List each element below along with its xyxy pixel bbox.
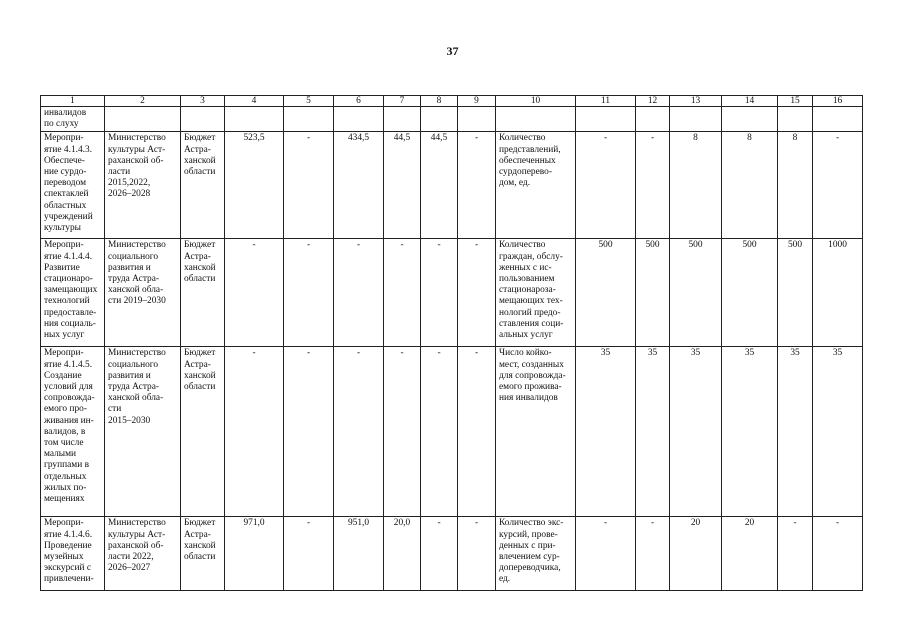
value-cell: - <box>813 517 863 591</box>
value-cell: - <box>778 517 813 591</box>
value-cell: 500 <box>576 239 636 347</box>
indicator-cell: Количество экс- курсий, прове- денных с при- влечением сур- допереводчика, ед. <box>496 517 576 591</box>
value-cell: - <box>421 347 458 517</box>
table-row <box>41 517 863 591</box>
measures-table <box>40 95 863 591</box>
indicator-cell: Количество представлений, обеспеченных сурдоперево- дом, ед. <box>496 132 576 239</box>
value-cell: 35 <box>778 347 813 517</box>
value-cell: 35 <box>722 347 778 517</box>
value-cell: 35 <box>576 347 636 517</box>
value-cell: 35 <box>636 347 670 517</box>
table-row <box>41 132 863 239</box>
table-row <box>41 239 863 347</box>
funding-source-cell: Бюджет Астра- ханской области <box>181 132 225 239</box>
event-name-cell: Меропри- ятие 4.1.4.3. Обеспече- ние сурдо- переводом спектаклей областных учреждений культуры <box>41 132 105 239</box>
value-cell: - <box>576 132 636 239</box>
value-cell: 500 <box>722 239 778 347</box>
value-cell: 523,5 <box>225 132 284 239</box>
column-number: 10 <box>496 96 576 107</box>
value-cell: 8 <box>722 132 778 239</box>
executor-cell: Министерство культуры Аст- раханской об- ласти 2022, 2026–2027 <box>105 517 181 591</box>
executor-cell: Министерство социального развития и труда Астра- ханской обла- сти 2015–2030 <box>105 347 181 517</box>
event-name-cell: Меропри- ятие 4.1.4.5. Создание условий для сопровожда- емого про- живания ин- валидов, в том числе малыми группами в отдельных жилых по- мещениях <box>41 347 105 517</box>
value-cell: 8 <box>670 132 722 239</box>
event-name-cell: Меропри- ятие 4.1.4.6. Проведение музейных экскурсий с привлечени- <box>41 517 105 591</box>
value-cell: - <box>421 517 458 591</box>
value-cell: 500 <box>778 239 813 347</box>
event-name-cell: Меропри- ятие 4.1.4.4. Развитие стационаро- замещающих технологий предоставле- ния социаль- ных услуг <box>41 239 105 347</box>
table-row <box>41 347 863 517</box>
value-cell: - <box>421 239 458 347</box>
column-number-row <box>41 96 863 107</box>
value-cell: - <box>636 132 670 239</box>
column-number: 5 <box>284 96 334 107</box>
value-cell: - <box>458 347 496 517</box>
value-cell: 500 <box>636 239 670 347</box>
value-cell: - <box>284 239 334 347</box>
value-cell: 44,5 <box>384 132 421 239</box>
value-cell: 434,5 <box>334 132 384 239</box>
column-number: 7 <box>384 96 421 107</box>
event-name-cell: инвалидов по слуху <box>41 107 105 132</box>
column-number: 16 <box>813 96 863 107</box>
funding-source-cell: Бюджет Астра- ханской области <box>181 347 225 517</box>
column-number: 12 <box>636 96 670 107</box>
value-cell: - <box>334 239 384 347</box>
column-number: 1 <box>41 96 105 107</box>
value-cell: 35 <box>670 347 722 517</box>
value-cell: - <box>284 347 334 517</box>
value-cell: - <box>458 517 496 591</box>
value-cell: - <box>813 132 863 239</box>
value-cell: 44,5 <box>421 132 458 239</box>
value-cell: 500 <box>670 239 722 347</box>
value-cell: 20 <box>670 517 722 591</box>
funding-source-cell: Бюджет Астра- ханской области <box>181 517 225 591</box>
value-cell: - <box>636 517 670 591</box>
column-number: 14 <box>722 96 778 107</box>
value-cell: 8 <box>778 132 813 239</box>
column-number: 15 <box>778 96 813 107</box>
value-cell: - <box>225 239 284 347</box>
value-cell: 1000 <box>813 239 863 347</box>
column-number: 3 <box>181 96 225 107</box>
column-number: 8 <box>421 96 458 107</box>
value-cell: - <box>334 347 384 517</box>
value-cell: 35 <box>813 347 863 517</box>
value-cell: - <box>576 517 636 591</box>
value-cell: 971,0 <box>225 517 284 591</box>
value-cell: - <box>458 132 496 239</box>
value-cell: - <box>225 347 284 517</box>
column-number: 2 <box>105 96 181 107</box>
executor-cell: Министерство культуры Аст- раханской об- ласти 2015,2022, 2026–2028 <box>105 132 181 239</box>
value-cell: - <box>384 347 421 517</box>
indicator-cell: Количество граждан, обслу- женных с ис- пользованием стационароза- мещающих тех- нологий предо- ставления соци- альных услуг <box>496 239 576 347</box>
value-cell: - <box>458 239 496 347</box>
column-number: 9 <box>458 96 496 107</box>
indicator-cell: Число койко- мест, созданных для сопровожда- емого прожива- ния инвалидов <box>496 347 576 517</box>
executor-cell: Министерство социального развития и труда Астра- ханской обла- сти 2019–2030 <box>105 239 181 347</box>
value-cell: - <box>284 132 334 239</box>
value-cell: - <box>384 239 421 347</box>
value-cell: - <box>284 517 334 591</box>
funding-source-cell: Бюджет Астра- ханской области <box>181 239 225 347</box>
continuation-row <box>41 107 863 132</box>
column-number: 13 <box>670 96 722 107</box>
value-cell: 951,0 <box>334 517 384 591</box>
column-number: 4 <box>225 96 284 107</box>
value-cell: 20,0 <box>384 517 421 591</box>
page-number: 37 <box>446 44 459 58</box>
column-number: 11 <box>576 96 636 107</box>
column-number: 6 <box>334 96 384 107</box>
value-cell: 20 <box>722 517 778 591</box>
